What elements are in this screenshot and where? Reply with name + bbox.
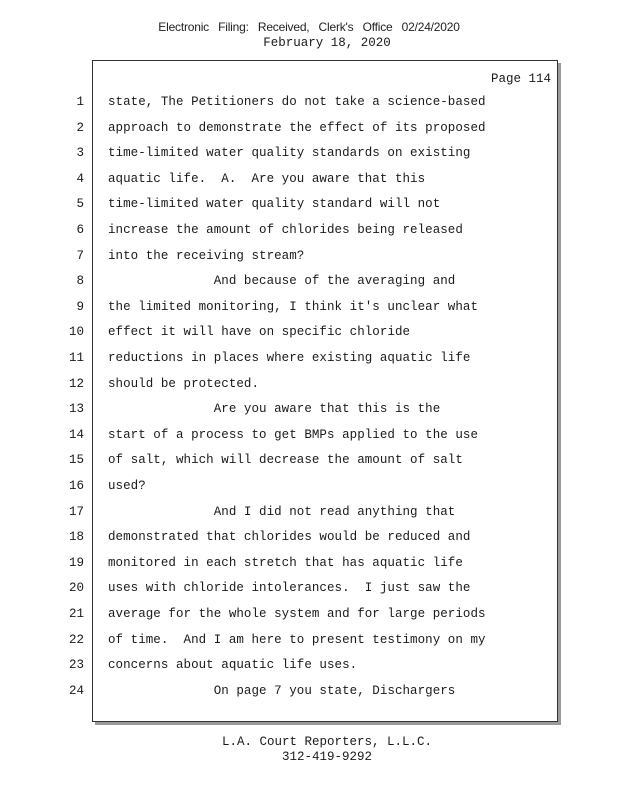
transcript-line: [0, 556, 618, 576]
line-number: 7: [76, 248, 84, 263]
line-text: of salt, which will decrease the amount of salt: [108, 453, 463, 468]
line-text: into the receiving stream?: [108, 248, 305, 263]
line-number: 14: [68, 427, 84, 442]
line-number: 3: [76, 146, 84, 161]
line-text: Are you aware that this is the: [108, 402, 441, 417]
line-number: 11: [68, 351, 84, 365]
line-text: reductions in places where existing aquatic life: [108, 351, 471, 365]
transcript-line: [0, 530, 618, 550]
transcript-date: February 18, 2020: [263, 36, 391, 50]
line-number: 23: [68, 658, 84, 673]
transcript-line: [0, 223, 618, 243]
line-text: aquatic life. A. Are you aware that this: [108, 171, 426, 186]
transcript-line: [0, 197, 618, 217]
line-number: 13: [68, 402, 84, 417]
line-text: start of a process to get BMPs applied to the use: [108, 427, 479, 442]
line-number: 2: [76, 120, 84, 135]
transcript-line: [0, 505, 618, 525]
transcript-line: [0, 453, 618, 473]
reporter-company: L.A. Court Reporters, L.L.C.: [221, 735, 433, 749]
line-text: time-limited water quality standards on existing: [108, 146, 471, 161]
line-number: 4: [76, 171, 84, 186]
line-text: And because of the averaging and: [108, 274, 456, 289]
line-number: 24: [68, 683, 84, 698]
line-text: increase the amount of chlorides being released: [108, 223, 463, 237]
transcript-line: [0, 300, 618, 320]
filing-stamp: Electronic Filing: Received, Clerk's Office 02/24/2020: [158, 20, 460, 34]
line-text: the limited monitoring, I think it's unclear what: [108, 299, 479, 314]
line-text: And I did not read anything that: [108, 504, 456, 519]
line-number: 10: [68, 325, 84, 340]
line-number: 6: [76, 223, 84, 237]
line-number: 17: [68, 504, 84, 519]
line-text: average for the whole system and for large periods: [108, 607, 486, 621]
line-text: uses with chloride intolerances. I just saw the: [108, 581, 471, 596]
transcript-line: [0, 658, 618, 678]
transcript-line: [0, 351, 618, 371]
line-number: 22: [68, 632, 84, 647]
transcript-line: [0, 402, 618, 422]
page-number: Page 114: [490, 72, 551, 86]
transcript-line: [0, 581, 618, 601]
line-text: state, The Petitioners do not take a science-based: [108, 95, 486, 109]
line-text: should be protected.: [108, 376, 260, 391]
line-number: 8: [76, 274, 84, 289]
line-number: 19: [68, 555, 84, 570]
line-text: approach to demonstrate the effect of its proposed: [108, 120, 486, 135]
line-number: 15: [68, 453, 84, 468]
line-number: 16: [68, 479, 84, 493]
transcript-line: [0, 121, 618, 141]
transcript-line: [0, 249, 618, 269]
line-text: effect it will have on specific chloride: [108, 325, 411, 340]
line-text: concerns about aquatic life uses.: [108, 658, 358, 673]
line-number: 12: [68, 376, 84, 391]
line-number: 21: [68, 607, 84, 621]
line-text: time-limited water quality standard will not: [108, 197, 441, 212]
line-number: 20: [68, 581, 84, 596]
reporter-phone: 312-419-9292: [281, 750, 372, 764]
line-text: demonstrated that chlorides would be reduced and: [108, 530, 471, 545]
transcript-line: [0, 325, 618, 345]
transcript-line: [0, 684, 618, 704]
transcript-line: [0, 377, 618, 397]
transcript-line: [0, 428, 618, 448]
line-number: 1: [76, 95, 84, 109]
transcript-line: [0, 479, 618, 499]
line-text: used?: [108, 479, 146, 493]
line-text: monitored in each stretch that has aquatic life: [108, 555, 463, 570]
line-number: 5: [76, 197, 84, 212]
transcript-line: [0, 95, 618, 115]
line-text: of time. And I am here to present testimony on my: [108, 632, 486, 647]
transcript-line: [0, 172, 618, 192]
line-text: On page 7 you state, Dischargers: [108, 683, 456, 698]
transcript-line: [0, 633, 618, 653]
transcript-line: [0, 274, 618, 294]
transcript-line: [0, 146, 618, 166]
transcript-line: [0, 607, 618, 627]
line-number: 9: [76, 299, 84, 314]
line-number: 18: [68, 530, 84, 545]
